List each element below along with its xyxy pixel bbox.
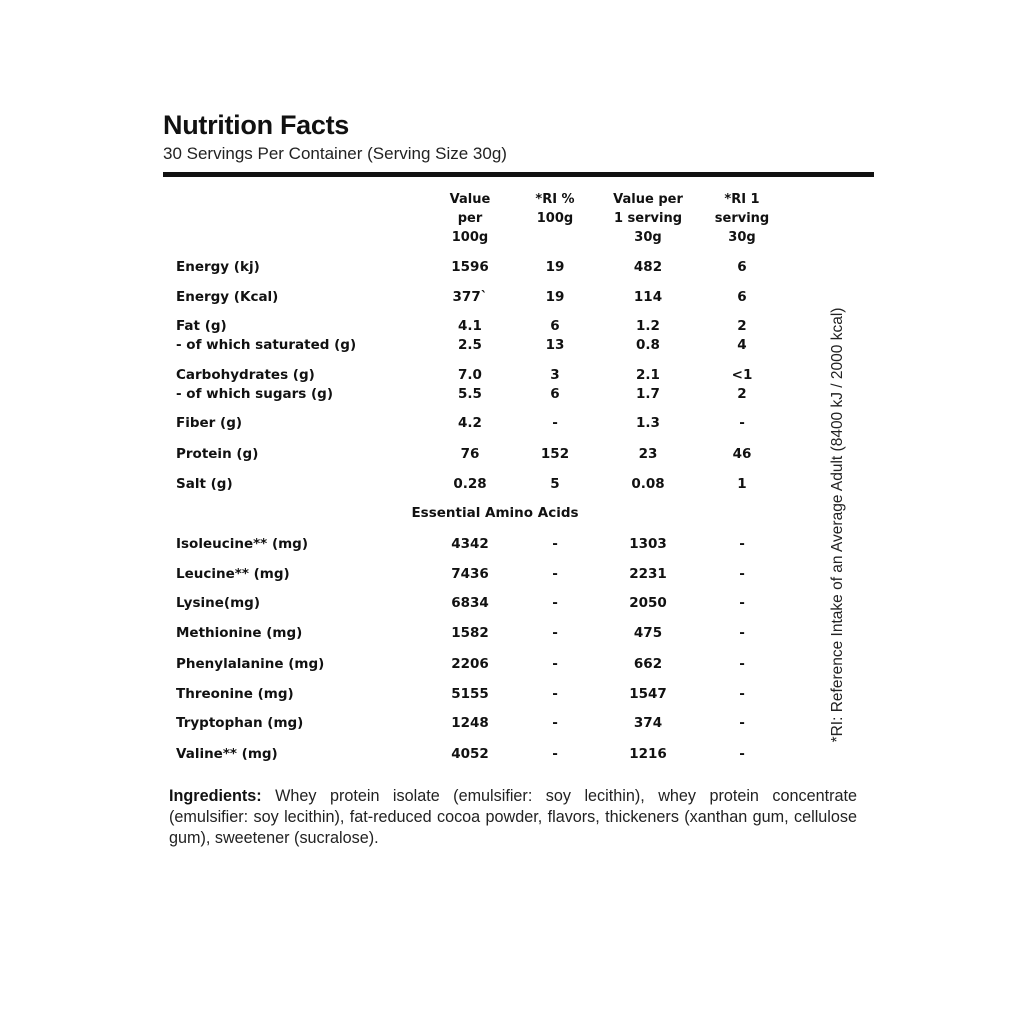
ri-percent-100g: - <box>552 715 558 731</box>
table-row <box>0 593 820 613</box>
value-per-100g: 0.28 <box>453 476 487 492</box>
ri-percent-serving: - <box>739 595 745 611</box>
ri-percent-serving: - <box>739 536 745 552</box>
row-label: Protein (g) <box>176 446 259 462</box>
row-label: Threonine (mg) <box>176 686 294 702</box>
column-header-line: *RI % <box>535 192 575 207</box>
value-per-serving: 23 <box>638 446 658 462</box>
table-row <box>0 287 820 307</box>
value-per-serving: 114 <box>633 289 663 305</box>
value-per-serving: 662 <box>633 656 663 672</box>
row-label: Phenylalanine (mg) <box>176 656 325 672</box>
table-row <box>0 316 820 336</box>
ri-percent-100g: 5 <box>550 476 560 492</box>
column-header-line: 100g <box>451 230 489 245</box>
row-label: - of which saturated (g) <box>176 337 357 353</box>
ri-percent-serving: - <box>739 686 745 702</box>
ri-percent-serving: 2 <box>737 318 747 334</box>
value-per-100g: 2.5 <box>458 337 482 353</box>
value-per-100g: 1596 <box>451 259 489 275</box>
value-per-100g: 2206 <box>451 656 489 672</box>
value-per-serving: 2.1 <box>636 367 660 383</box>
page-title: Nutrition Facts <box>163 110 350 140</box>
amino-acids-heading: Essential Amino Acids <box>411 505 579 521</box>
column-header-line: serving <box>714 211 770 226</box>
value-per-serving: 1547 <box>629 686 667 702</box>
header-divider <box>163 172 874 177</box>
row-label: Carbohydrates (g) <box>176 367 315 383</box>
value-per-serving: 475 <box>633 625 663 641</box>
ri-percent-serving: 2 <box>737 386 747 402</box>
table-row <box>0 684 820 704</box>
ri-percent-serving: - <box>739 566 745 582</box>
value-per-serving: 1.2 <box>636 318 660 334</box>
row-label: Fat (g) <box>176 318 227 334</box>
ri-percent-serving: - <box>739 656 745 672</box>
table-row <box>0 534 820 554</box>
ri-percent-100g: 152 <box>540 446 570 462</box>
row-label: Tryptophan (mg) <box>176 715 304 731</box>
column-header-ri-serving <box>702 190 782 247</box>
column-header-line: Value per <box>613 192 683 207</box>
ri-percent-serving: 6 <box>737 289 747 305</box>
value-per-100g: 4.1 <box>458 318 482 334</box>
ri-percent-100g: - <box>552 536 558 552</box>
table-row <box>0 623 820 643</box>
ri-percent-serving: 46 <box>732 446 752 462</box>
value-per-100g: 5.5 <box>458 386 482 402</box>
ri-percent-serving: - <box>739 746 745 762</box>
value-per-100g: 7436 <box>451 566 489 582</box>
ri-percent-serving: <1 <box>731 367 753 383</box>
value-per-100g: 7.0 <box>458 367 482 383</box>
row-label: Leucine** (mg) <box>176 566 290 582</box>
table-row <box>0 413 820 433</box>
value-per-serving: 1.7 <box>636 386 660 402</box>
table-row <box>0 713 820 733</box>
ri-percent-100g: 19 <box>545 259 565 275</box>
ri-percent-100g: 6 <box>550 386 560 402</box>
ri-percent-100g: - <box>552 686 558 702</box>
value-per-100g: 76 <box>460 446 480 462</box>
ri-percent-100g: - <box>552 415 558 431</box>
ri-percent-100g: - <box>552 656 558 672</box>
value-per-100g: 4.2 <box>458 415 482 431</box>
value-per-100g: 1582 <box>451 625 489 641</box>
ingredients-text: Whey protein isolate (emulsifier: soy lecithin), whey protein concentrate (emulsifier: soy lecithin), fat-reduced cocoa powder, flavors, thickeners (xanthan gum, cellulose gum), sweetener (sucralose). <box>169 787 857 847</box>
ri-percent-100g: - <box>552 595 558 611</box>
column-header-value-per-serving <box>598 190 698 247</box>
table-row <box>0 444 820 464</box>
row-label: Isoleucine** (mg) <box>176 536 309 552</box>
ri-percent-serving: 6 <box>737 259 747 275</box>
table-row <box>0 564 820 584</box>
ri-percent-serving: 1 <box>737 476 747 492</box>
reference-intake-note: *RI: Reference Intake of an Average Adult (8400 kJ / 2000 kcal) <box>829 307 846 743</box>
table-row <box>0 384 820 404</box>
ri-percent-100g: - <box>552 746 558 762</box>
ri-percent-100g: 6 <box>550 318 560 334</box>
table-row <box>0 335 820 355</box>
value-per-serving: 1216 <box>629 746 667 762</box>
value-per-serving: 2231 <box>629 566 667 582</box>
column-header-line: 30g <box>728 230 756 245</box>
column-header-ri-100g <box>515 190 595 228</box>
ingredients-label: Ingredients: <box>169 787 262 805</box>
table-row <box>0 257 820 277</box>
ri-percent-100g: 19 <box>545 289 565 305</box>
column-header-line: per <box>457 211 483 226</box>
column-header-line: *RI 1 <box>724 192 760 207</box>
column-header-line: 100g <box>536 211 574 226</box>
ri-percent-100g: - <box>552 566 558 582</box>
table-row <box>0 744 820 764</box>
value-per-serving: 0.08 <box>631 476 665 492</box>
row-label: Lysine(mg) <box>176 595 260 611</box>
servings-subtitle: 30 Servings Per Container (Serving Size 30g) <box>163 144 507 163</box>
value-per-serving: 1.3 <box>636 415 660 431</box>
ingredients-block <box>169 786 857 849</box>
row-label: Valine** (mg) <box>176 746 278 762</box>
row-label: - of which sugars (g) <box>176 386 333 402</box>
row-label: Energy (Kcal) <box>176 289 279 305</box>
value-per-serving: 0.8 <box>636 337 660 353</box>
column-header-line: 1 serving <box>613 211 683 226</box>
row-label: Fiber (g) <box>176 415 243 431</box>
value-per-100g: 5155 <box>451 686 489 702</box>
ri-percent-serving: 4 <box>737 337 747 353</box>
value-per-100g: 4342 <box>451 536 489 552</box>
ri-percent-100g: - <box>552 625 558 641</box>
table-row <box>0 365 820 385</box>
value-per-100g: 377` <box>452 289 488 305</box>
ri-percent-serving: - <box>739 415 745 431</box>
row-label: Energy (kj) <box>176 259 260 275</box>
value-per-serving: 374 <box>633 715 663 731</box>
ri-percent-serving: - <box>739 715 745 731</box>
row-label: Methionine (mg) <box>176 625 303 641</box>
value-per-serving: 482 <box>633 259 663 275</box>
value-per-100g: 1248 <box>451 715 489 731</box>
value-per-serving: 1303 <box>629 536 667 552</box>
table-row <box>0 474 820 494</box>
row-label: Salt (g) <box>176 476 233 492</box>
ri-percent-100g: 13 <box>545 337 565 353</box>
value-per-100g: 6834 <box>451 595 489 611</box>
ri-percent-100g: 3 <box>550 367 560 383</box>
table-row <box>0 654 820 674</box>
value-per-100g: 4052 <box>451 746 489 762</box>
value-per-serving: 2050 <box>629 595 667 611</box>
column-header-line: 30g <box>634 230 662 245</box>
ri-percent-serving: - <box>739 625 745 641</box>
column-header-value-per-100g <box>430 190 510 247</box>
column-header-line: Value <box>449 192 491 207</box>
